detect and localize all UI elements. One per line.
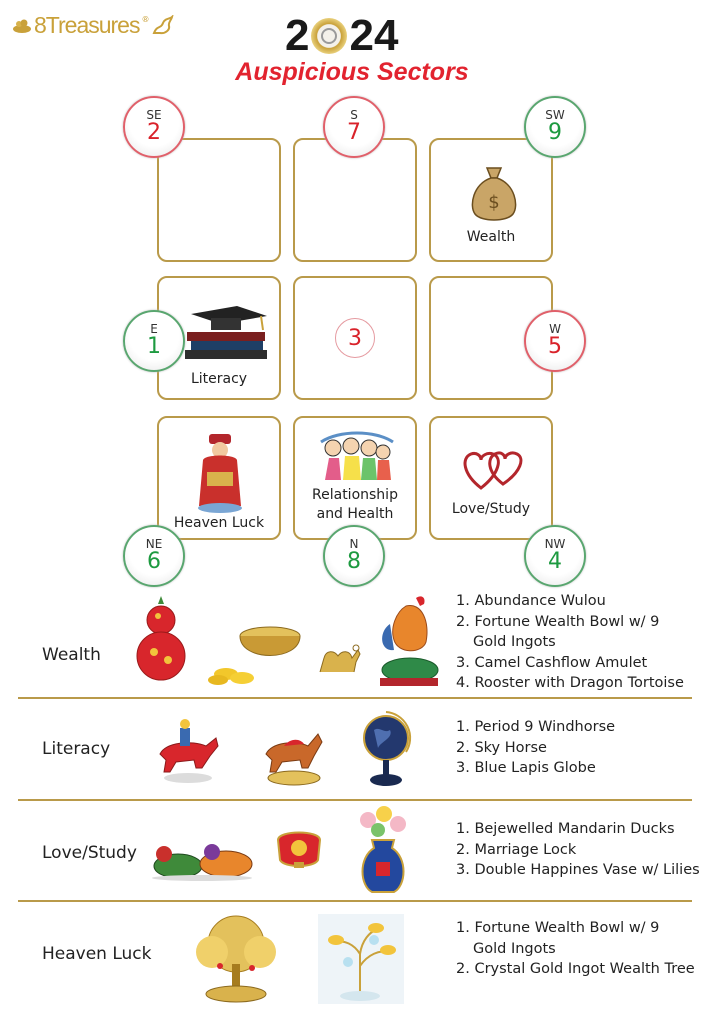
sector-box-n [293,416,417,540]
list-item: 3. Camel Cashflow Amulet [456,654,648,671]
section-title-wealth: Wealth [42,645,101,665]
section-title-heaven-luck: Heaven Luck [42,944,152,964]
sector-label-wealth: Wealth [466,229,516,245]
literacy-item-list [456,717,615,779]
crystal-ingot-tree-icon[interactable] [318,914,404,1004]
wealth-item-list [456,591,684,694]
direction-se: SE 2 [123,96,185,158]
heaven-luck-item-list [456,918,695,980]
sector-box-center [293,276,417,400]
list-item: 1. Fortune Wealth Bowl w/ 9 [456,920,660,936]
section-divider [18,697,692,699]
sector-box-ne [157,416,281,540]
list-item: 1. Bejewelled Mandarin Ducks [456,821,675,837]
mandarin-ducks-icon[interactable] [150,840,254,882]
love-study-item-list [456,819,700,881]
list-item: 3. Blue Lapis Globe [456,760,596,776]
direction-n: N 8 [323,525,385,587]
windhorse-icon[interactable] [152,712,224,784]
lapis-globe-icon[interactable] [360,708,412,790]
family-icon [315,428,399,484]
sector-label-literacy: Literacy [190,371,248,387]
direction-sw: SW 9 [524,96,586,158]
list-item: Gold Ingots [473,634,556,650]
direction-nw: NW 4 [524,525,586,587]
fortune-god-icon [195,432,245,514]
list-item: 4. Rooster with Dragon Tortoise [456,675,684,691]
section-title-love-study: Love/Study [42,843,137,863]
graduation-cap-books-icon [181,304,271,364]
sky-horse-icon[interactable] [260,716,326,788]
list-item: Gold Ingots [473,940,556,957]
sector-label-love-study: Love/Study [451,501,531,517]
list-item: 2. Sky Horse [456,739,547,756]
section-divider [18,900,692,902]
sector-box-sw [429,138,553,262]
section-title-literacy: Literacy [42,739,111,759]
list-item: 1. Period 9 Windhorse [456,719,616,735]
direction-s: S 7 [323,96,385,158]
svg-text:$: $ [488,192,500,213]
treasure-bowl-icon [12,18,32,34]
list-item: 1. Abundance Wulou [456,593,606,609]
wulou-gourd-icon[interactable] [136,594,186,686]
sector-label-health: and Health [316,506,394,522]
direction-w: W 5 [524,310,586,372]
center-number: 3 [335,318,375,358]
gold-wealth-tree-icon[interactable] [190,914,282,1004]
rooster-dragon-tortoise-icon[interactable] [376,592,442,688]
sector-label-relationship: Relationship [312,487,398,503]
direction-e: E 1 [123,310,185,372]
year-heading [285,11,399,60]
camel-amulet-icon[interactable] [316,644,362,676]
list-item: 2. Fortune Wealth Bowl w/ 9 [456,613,660,630]
coin-icon [311,18,347,54]
money-bag-icon [467,162,521,222]
double-hearts-icon [459,444,527,494]
year-digit-right: 24 [349,11,399,60]
marriage-lock-icon[interactable] [274,826,324,870]
list-item: 2. Marriage Lock [456,841,577,858]
brand-logo[interactable] [12,12,175,39]
page-subtitle: Auspicious Sectors [235,58,469,86]
sector-box-se [157,138,281,262]
direction-ne: NE 6 [123,525,185,587]
registered-mark: ® [141,15,150,24]
year-digit-left: 2 [285,11,310,60]
list-item: 2. Crystal Gold Ingot Wealth Tree [456,961,695,977]
double-happiness-vase-icon[interactable] [354,806,412,896]
brand-name: 8Treasures [34,12,140,38]
fortune-wealth-bowl-icon[interactable] [204,622,304,686]
sector-box-nw [429,416,553,540]
section-divider [18,799,692,801]
dragon-icon [151,15,175,37]
list-item: 3. Double Happines Vase w/ Lilies [456,862,700,878]
sector-label-heaven-luck: Heaven Luck [173,515,265,531]
